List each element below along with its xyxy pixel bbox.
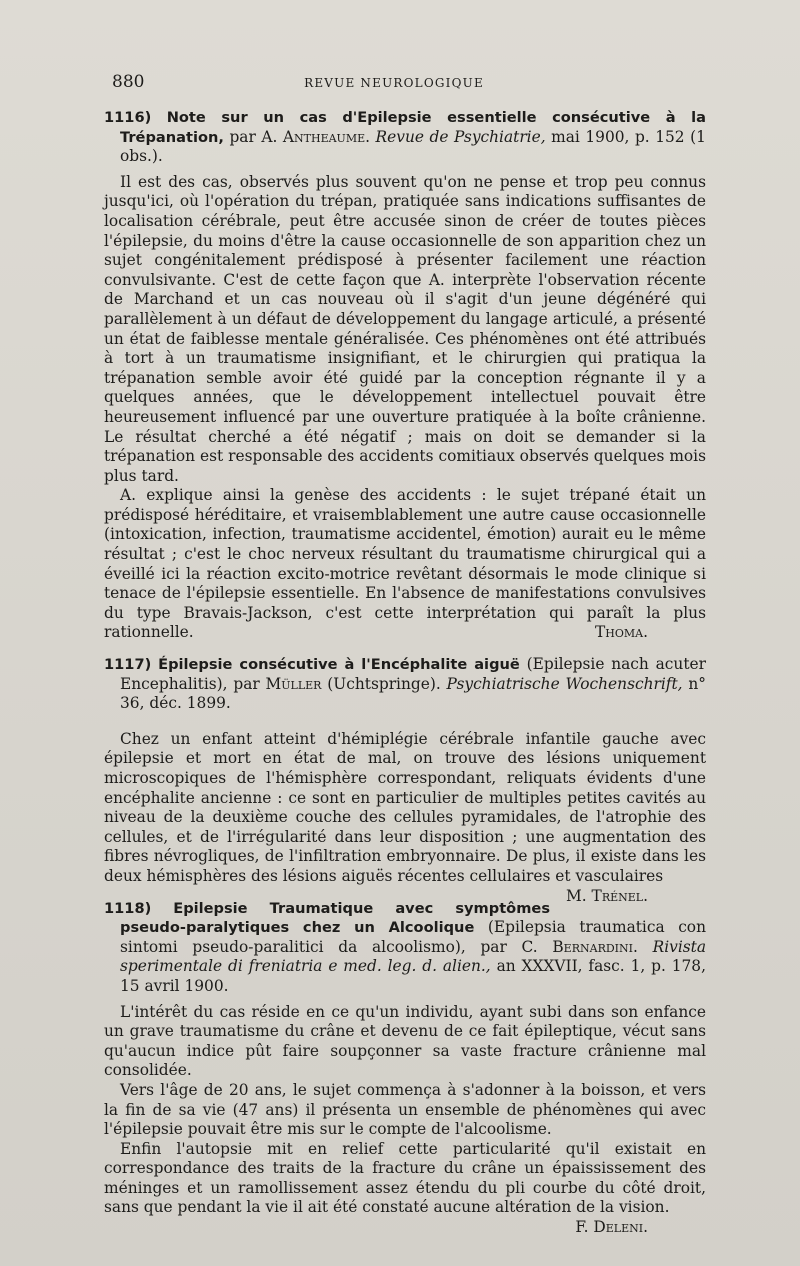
article-number: 1118) <box>104 899 152 917</box>
article-title: Note sur un cas d'Epilepsie essentielle consécutive à la Trépanation, <box>120 109 706 146</box>
citation-place: (Uchtspringe). <box>327 674 441 693</box>
paragraph: Il est des cas, observés plus souvent qu'on ne pense et trop peu connus jusqu'ici, où l'opération du trépan, pratiquée sans indications suffisantes de localisation cérébrale, peut être accusée sinon de créer de toutes pièces l'épilepsie, du moins d'être la cause occasionnelle de son apparition chez un sujet congénitalement prédisposé à présenter facilement une réaction convulsivante. C'est de cette façon que A. interprète l'observation récente de Marchand et un cas nouveau où il s'agit d'un jeune dégénéré qui parallèlement à un défaut de développement du langage articulé, a présenté un état de faiblesse mentale généralisée. Ces phénomènes ont été attribués à tort à un traumatisme insignifiant, et le chirurgien qui pratiqua la trépanation semble avoir été guidé par la conception régnante il y a quelques années, que le développement intellectuel pouvait être heureusement influencé par une ouverture pratiquée à la boîte crânienne. Le résultat cherché a été négatif ; mais on doit se demander si la trépanation est responsable des accidents comitiaux observés quelques mois plus tard. <box>104 172 706 485</box>
paragraph: Enfin l'autopsie mit en relief cette particularité qu'il existait en correspondance des traits de la fracture du crâne un épaississement des méninges et un ramollissement assez étendu du pli courbe du côté droit, sans que pendant la vie il ait été constaté aucune altération de la vision. F. Deleni. <box>104 1139 706 1237</box>
page-header <box>104 72 704 96</box>
article-heading <box>104 108 706 167</box>
article-title: Epilepsie Traumatique avec symptômes pseudo-paralytiques chez un Alcoolique <box>120 899 551 937</box>
reviewer-signature: Thoma. <box>595 623 648 642</box>
citation-author: Antheaume. <box>282 127 371 146</box>
page-number: 880 <box>112 72 145 92</box>
article-1118 <box>104 899 706 1237</box>
citation-journal: Psychiatrische Wochenschrift, <box>446 674 683 693</box>
paragraph: Chez un enfant atteint d'hémiplégie cérébrale infantile gauche avec épilepsie et mort en état de mal, on trouve des lésions uniquement microscopiques de l'hémisphère correspondant, reliquats évidents d'une encéphalite ancienne : ce sont en particulier de multiples petites cavités au niveau de la deuxième couche des cellules pyramidales, de l'atrophie des cellules, et de l'irrégularité dans leur disposition ; une augmentation des fibres névrogliques, de l'infiltration embryonnaire. De plus, il existe dans les deux hémisphères des lésions aiguës récentes cellulaires et vasculaires M. Trénel. <box>104 729 706 905</box>
citation-details: n° 36, déc. 1899. <box>120 674 706 713</box>
paragraph: Vers l'âge de 20 ans, le sujet commença à s'adonner à la boisson, et vers la fin de sa vie (47 ans) il présenta un ensemble de phénomènes qui avec l'épilepsie pouvait être mis sur le compte de l'alcoolisme. <box>104 1080 706 1139</box>
citation-details: an XXXVII, fasc. 1, p. 178, 15 avril 1900. <box>120 957 706 995</box>
article-1116 <box>104 108 706 643</box>
article-number: 1116) <box>104 109 152 126</box>
article-title: Épilepsie consécutive à l'Encéphalite aiguë <box>158 656 520 674</box>
citation-journal: Rivista sperimentale di freniatria e med. leg. d. alien., <box>120 937 706 976</box>
paragraph: A. explique ainsi la genèse des accidents : le sujet trépané était un prédisposé héréditaire, et vraisemblablement une autre cause occasionnelle (intoxication, infection, traumatisme accidentel, émotion) aurait eu le même résultat ; c'est le choc nerveux résultant du traumatisme chirurgical qui a éveillé ici la réaction excito-motrice revêtant désormais le mode clinique si tenace de l'épilepsie essentielle. En l'absence de manifestations convulsives du type Bravais-Jackson, c'est cette interprétation qui paraît la plus rationnelle. Thoma. <box>104 486 706 642</box>
article-column <box>104 108 706 1238</box>
reviewer-signature: M. Trénel. <box>566 886 648 905</box>
citation-by: par A. <box>229 127 278 146</box>
article-heading <box>104 899 706 997</box>
article-number: 1117) <box>104 656 152 674</box>
article-heading <box>104 655 706 714</box>
citation-details: mai 1900, p. 152 (1 obs.). <box>120 127 706 166</box>
paragraph: L'intérêt du cas réside en ce qu'un individu, ayant subi dans son enfance un grave traumatisme du crâne et devenu de ce fait épileptique, vécut sans qu'aucun indice pût faire soupçonner sa vaste fracture crânienne mal consolidée. <box>104 1002 706 1080</box>
running-head: REVUE NEUROLOGIQUE <box>304 76 484 90</box>
citation-journal: Revue de Psychiatrie, <box>375 127 546 146</box>
citation-subtitle: (Epilepsie nach acuter Encephalitis), par <box>120 655 706 693</box>
article-1117 <box>104 655 706 905</box>
citation-author: Müller <box>265 674 322 693</box>
reviewer-signature: F. Deleni. <box>575 1218 648 1237</box>
citation-subtitle: (Epilepsia traumatica con sintomi pseudo-paralitici da alcoolismo), par C. <box>120 918 706 956</box>
citation-author: Bernardini. <box>552 937 638 956</box>
